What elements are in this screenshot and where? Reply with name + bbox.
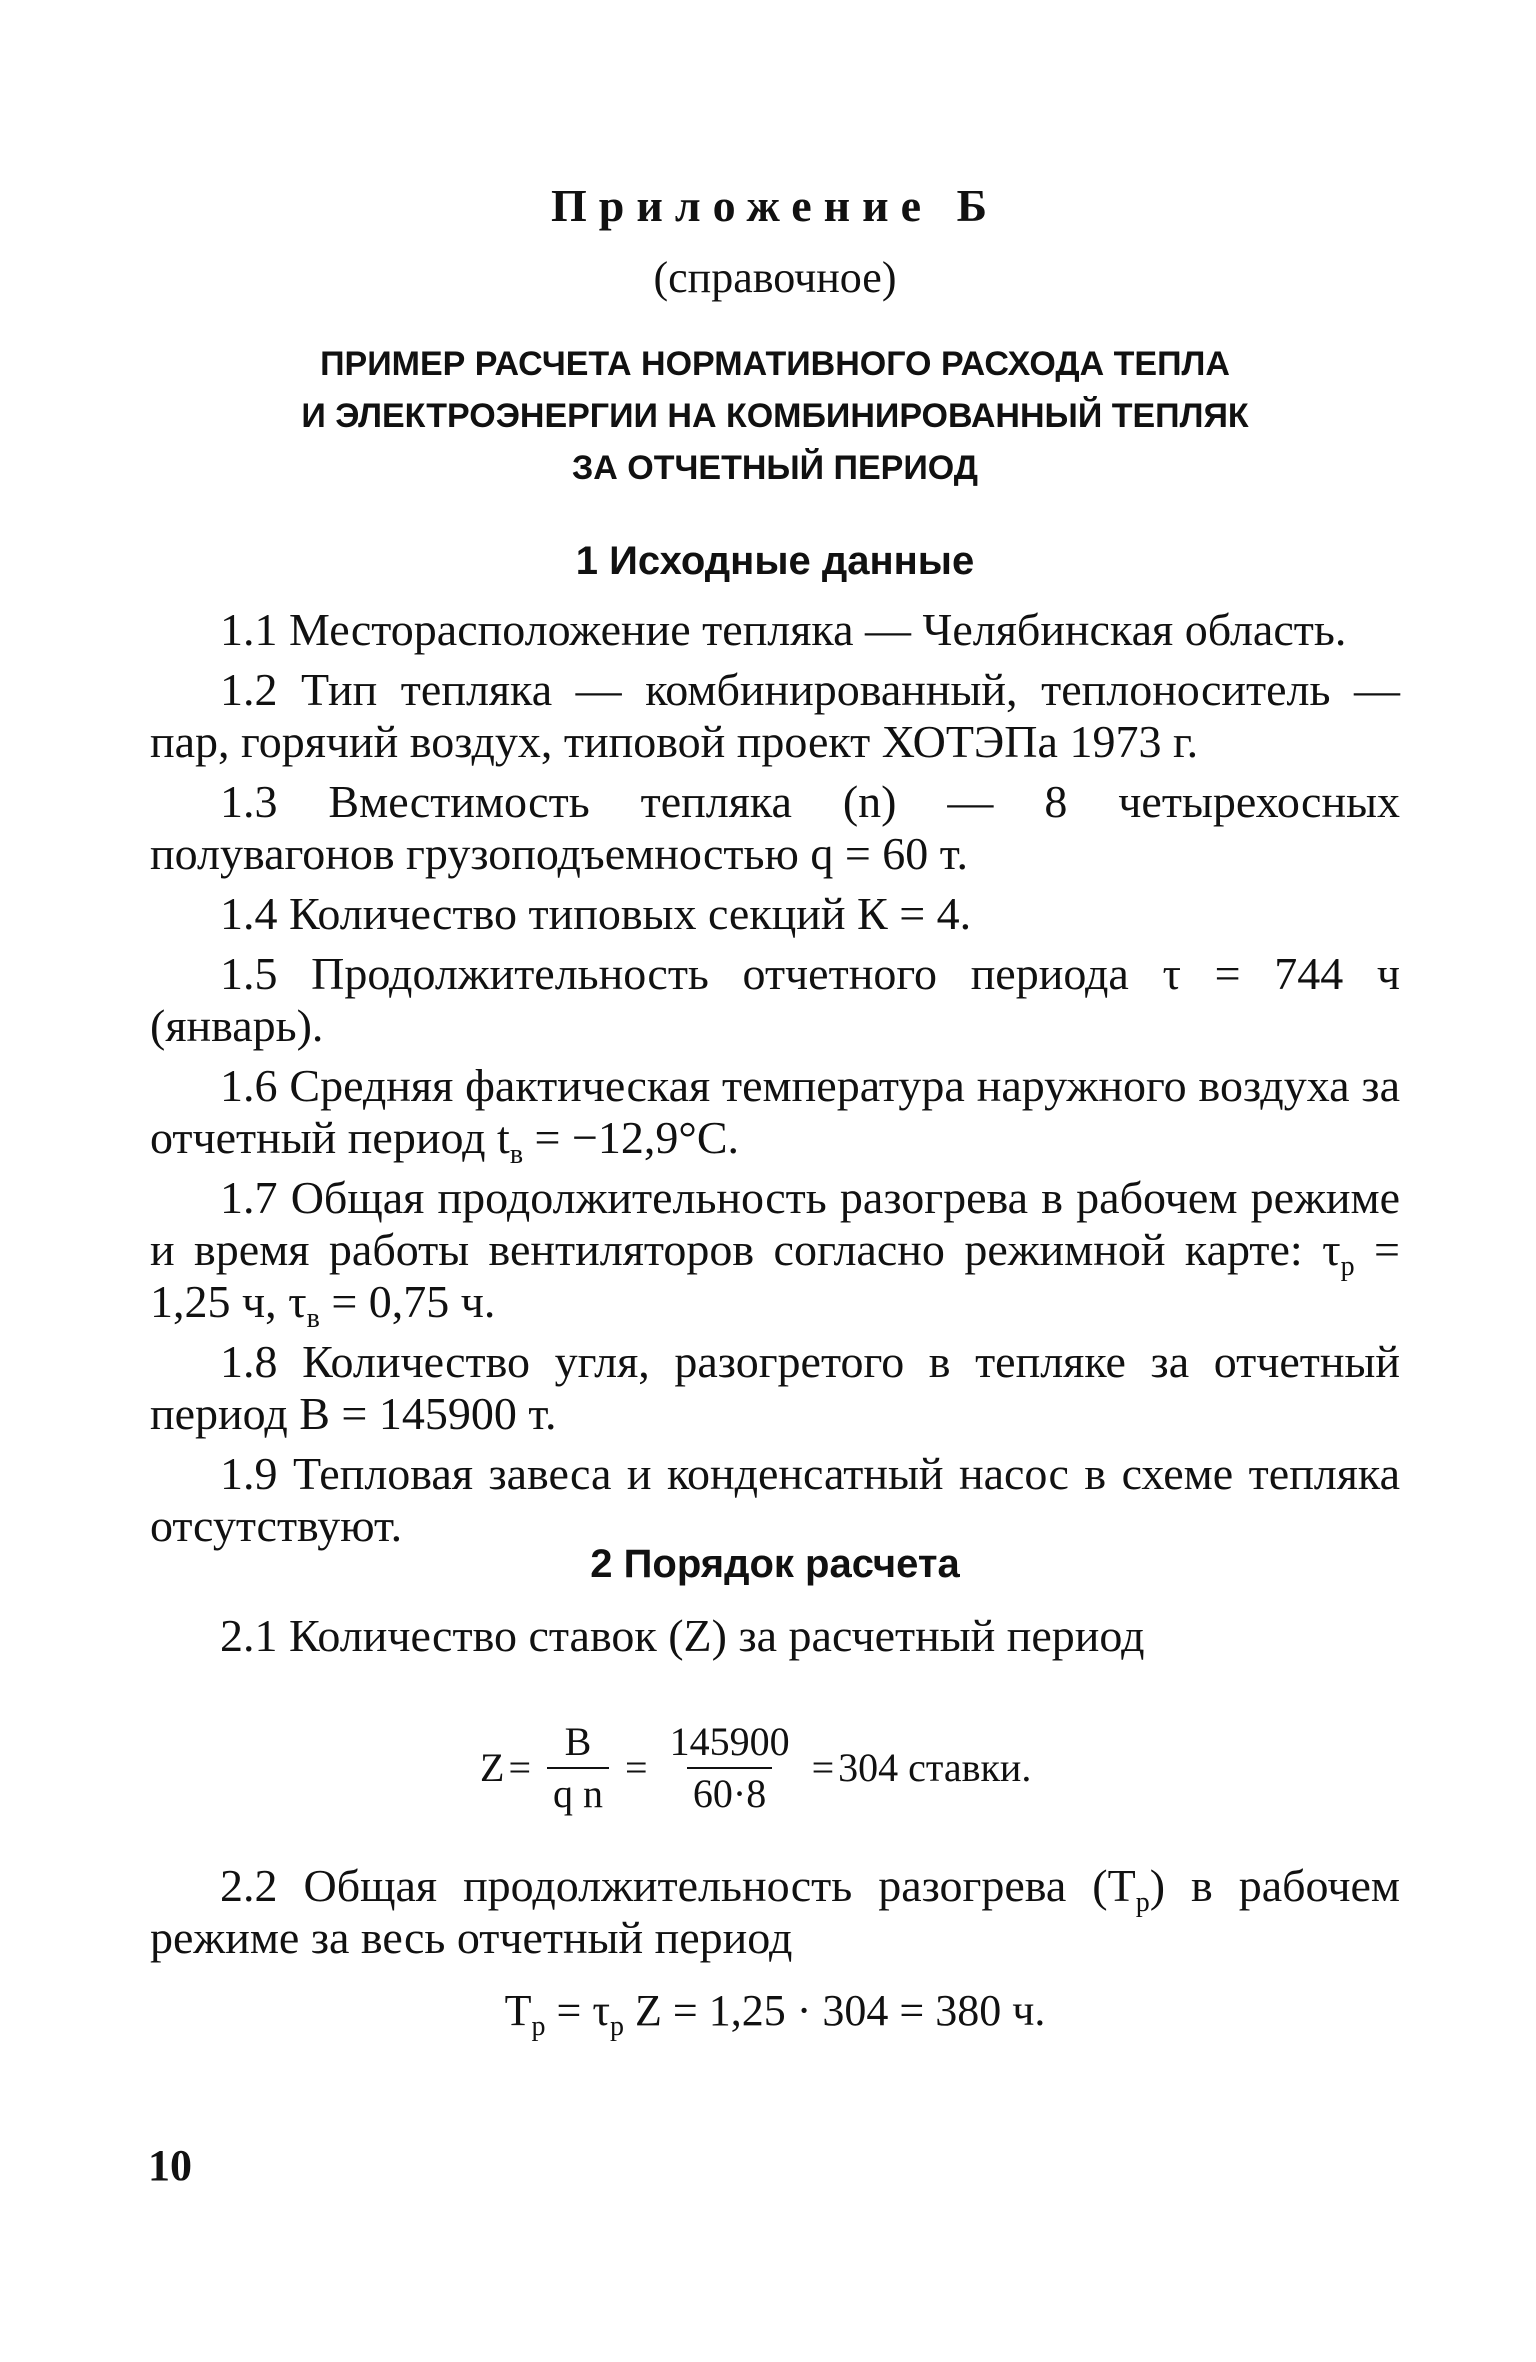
- item-text: = −12,9°С.: [523, 1112, 740, 1163]
- calculation-text-1: [150, 1610, 1400, 1670]
- main-title-line: И ЭЛЕКТРОЭНЕРГИИ НА КОМБИНИРОВАННЫЙ ТЕПЛЯК: [301, 397, 1249, 435]
- list-item: [150, 1060, 1400, 1171]
- list-item: 1.9 Тепловая завеса и конденсатный насос в схеме тепляка отсутствуют.: [150, 1448, 1400, 1551]
- item-text: = 1,25 ч, τ: [150, 1224, 1400, 1327]
- list-item: 1.2 Тип тепляка — комбинированный, теплоноситель — пар, горячий воздух, типовой проект ХОТЭПа 1973 г.: [150, 664, 1400, 767]
- item-text: = 0,75 ч.: [319, 1276, 496, 1327]
- formula-part: Z = 1,25 · 304 = 380 ч.: [624, 1986, 1046, 2035]
- formula-part: Т: [504, 1986, 532, 2035]
- appendix-subtitle: (справочное): [653, 253, 897, 302]
- subscript: р: [531, 2010, 546, 2042]
- denominator: 60·8: [687, 1767, 772, 1819]
- list-item: 1.3 Вместимость тепляка (n) — 8 четырехосных полувагонов грузоподъемностью q = 60 т.: [150, 776, 1400, 879]
- subscript: р: [1340, 1251, 1355, 1283]
- list-item: 1.1 Месторасположение тепляка — Челябинская область.: [220, 604, 1347, 655]
- fraction: [664, 1717, 796, 1819]
- formula-result: 304 ставки.: [838, 1745, 1032, 1790]
- equals-sign: =: [625, 1745, 648, 1790]
- list-item: 2.1 Количество ставок (Z) за расчетный период: [220, 1610, 1145, 1661]
- item-text: 2.2 Общая продолжительность разогрева (Т: [220, 1860, 1136, 1911]
- document-page: [150, 0, 1400, 2362]
- initial-data-list: [150, 604, 1400, 1560]
- subscript: в: [509, 1139, 524, 1171]
- denominator: q n: [547, 1767, 609, 1819]
- main-title-line: ПРИМЕР РАСЧЕТА НОРМАТИВНОГО РАСХОДА ТЕПЛА: [320, 345, 1230, 383]
- list-item: [150, 1172, 1400, 1335]
- calculation-text-2: [150, 1860, 1400, 1972]
- fraction: [547, 1717, 609, 1819]
- page-number: 10: [148, 2141, 192, 2190]
- item-text: 1.6 Средняя фактическая температура наружного воздуха за отчетный период t: [150, 1060, 1400, 1163]
- list-item: 1.5 Продолжительность отчетного периода τ = 744 ч (январь).: [150, 948, 1400, 1051]
- formula-part: = τ: [545, 1986, 611, 2035]
- subscript: в: [306, 1303, 320, 1335]
- item-text: ) в рабочем режиме за весь отчетный период: [150, 1860, 1400, 1963]
- numerator: В: [564, 1719, 592, 1764]
- numerator: 145900: [669, 1719, 790, 1764]
- equals-sign: =: [811, 1745, 835, 1790]
- list-item: 1.4 Количество типовых секций К = 4.: [220, 888, 972, 939]
- appendix-title: Приложение Б: [550, 180, 1000, 231]
- section-heading-calculation: 2 Порядок расчета: [590, 1542, 960, 1586]
- section-heading-initial-data: 1 Исходные данные: [575, 539, 975, 583]
- formula-t: [150, 1985, 1400, 2042]
- formula-z: [480, 1708, 1031, 1828]
- list-item: 1.8 Количество угля, разогретого в тепляке за отчетный период В = 145900 т.: [150, 1336, 1400, 1439]
- subscript: р: [610, 2010, 625, 2042]
- formula-lhs: Z: [480, 1745, 505, 1790]
- main-title-line: ЗА ОТЧЕТНЫЙ ПЕРИОД: [571, 449, 979, 487]
- equals-sign: =: [508, 1745, 531, 1790]
- main-title: [150, 338, 1400, 494]
- list-item: [150, 1860, 1400, 1964]
- subscript: р: [1135, 1887, 1150, 1919]
- item-text: 1.7 Общая продолжительность разогрева в рабочем режиме и время работы вентиляторов согласно режимной карте: τ: [150, 1172, 1400, 1275]
